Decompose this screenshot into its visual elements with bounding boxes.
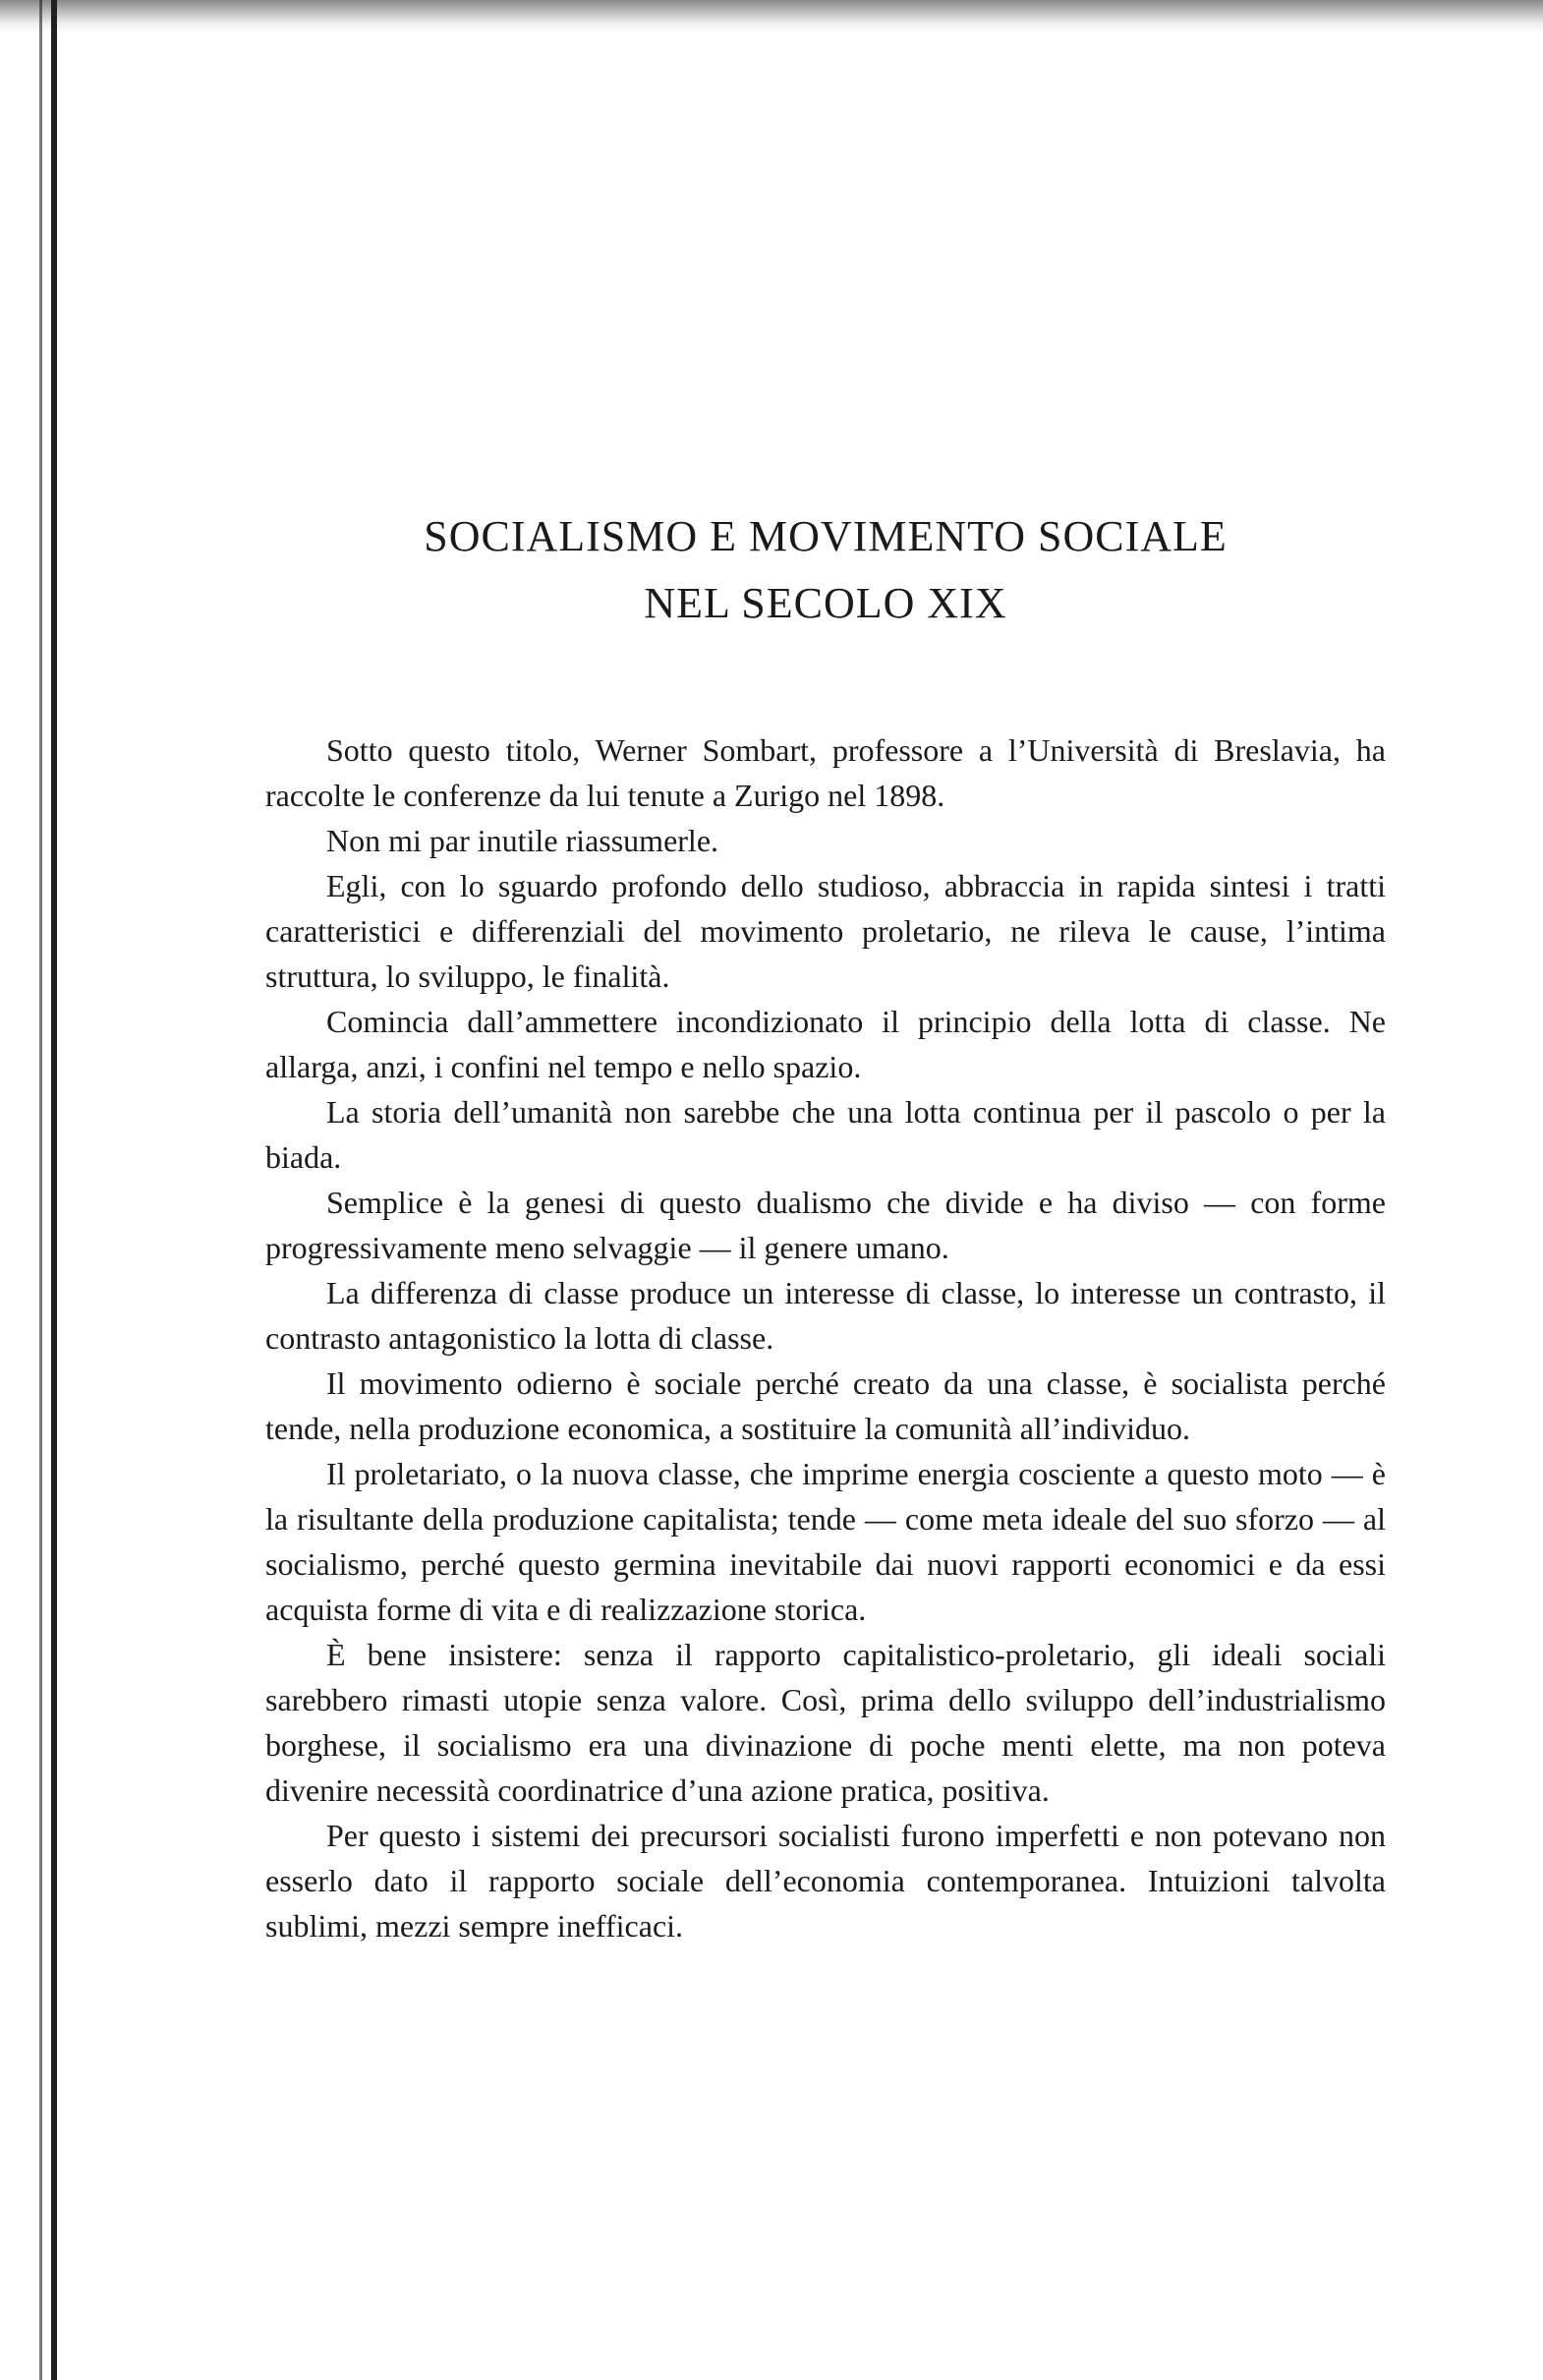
paragraph: Egli, con lo sguardo profondo dello studioso, abbraccia in rapida sintesi i tratti caratteristici e differenziali del movimento proletario, ne rileva le cause, l’intima struttura, lo sviluppo, le finalità. (265, 868, 1386, 994)
scan-edge-left-faint (39, 0, 42, 2380)
paragraph: La storia dell’umanità non sarebbe che una lotta continua per il pascolo o per la biada. (265, 1094, 1386, 1175)
paragraph: Comincia dall’ammettere incondizionato il principio della lotta di classe. Ne allarga, anzi, i confini nel tempo e nello spazio. (265, 1004, 1386, 1084)
paragraph: Sotto questo titolo, Werner Sombart, professore a l’Università di Breslavia, ha raccolte le conferenze da lui tenute a Zurigo nel 1898. (265, 732, 1386, 813)
body-text (265, 727, 1386, 1948)
paragraph: Il movimento odierno è sociale perché creato da una classe, è socialista perché tende, nella produzione economica, a sostituire la comunità all’individuo. (265, 1365, 1386, 1446)
scan-edge-top (0, 0, 1543, 33)
title-line-2: NEL SECOLO XIX (644, 579, 1007, 627)
paragraph: È bene insistere: senza il rapporto capitalistico-proletario, gli ideali sociali sarebbero rimasti utopie senza valore. Così, prima dello sviluppo dell’industrialismo borghese, il socialismo era una divinazione di poche menti elette, ma non poteva divenire necessità coordinatrice d’una azione pratica, positiva. (265, 1637, 1386, 1808)
paragraph: Non mi par inutile riassumerle. (326, 823, 719, 858)
paragraph: La differenza di classe produce un interesse di classe, lo interesse un contrasto, il contrasto antagonistico la lotta di classe. (265, 1275, 1386, 1356)
page-title (295, 503, 1356, 637)
paragraph: Semplice è la genesi di questo dualismo che divide e ha diviso — con forme progressivamente meno selvaggie — il genere umano. (265, 1185, 1386, 1265)
scan-edge-left (51, 0, 57, 2380)
paragraph: Il proletariato, o la nuova classe, che imprime energia cosciente a questo moto — è la risultante della produzione capitalista; tende — come meta ideale del suo sforzo — al socialismo, perché questo germina inevitabile dai nuovi rapporti economici e da essi acquista forme di vita e di realizzazione storica. (265, 1456, 1386, 1627)
paragraph: Per questo i sistemi dei precursori socialisti furono imperfetti e non potevano non esserlo dato il rapporto sociale dell’economia contemporanea. Intuizioni talvolta sublimi, mezzi sempre inefficaci. (265, 1818, 1386, 1944)
title-line-1: SOCIALISMO E MOVIMENTO SOCIALE (424, 512, 1228, 560)
